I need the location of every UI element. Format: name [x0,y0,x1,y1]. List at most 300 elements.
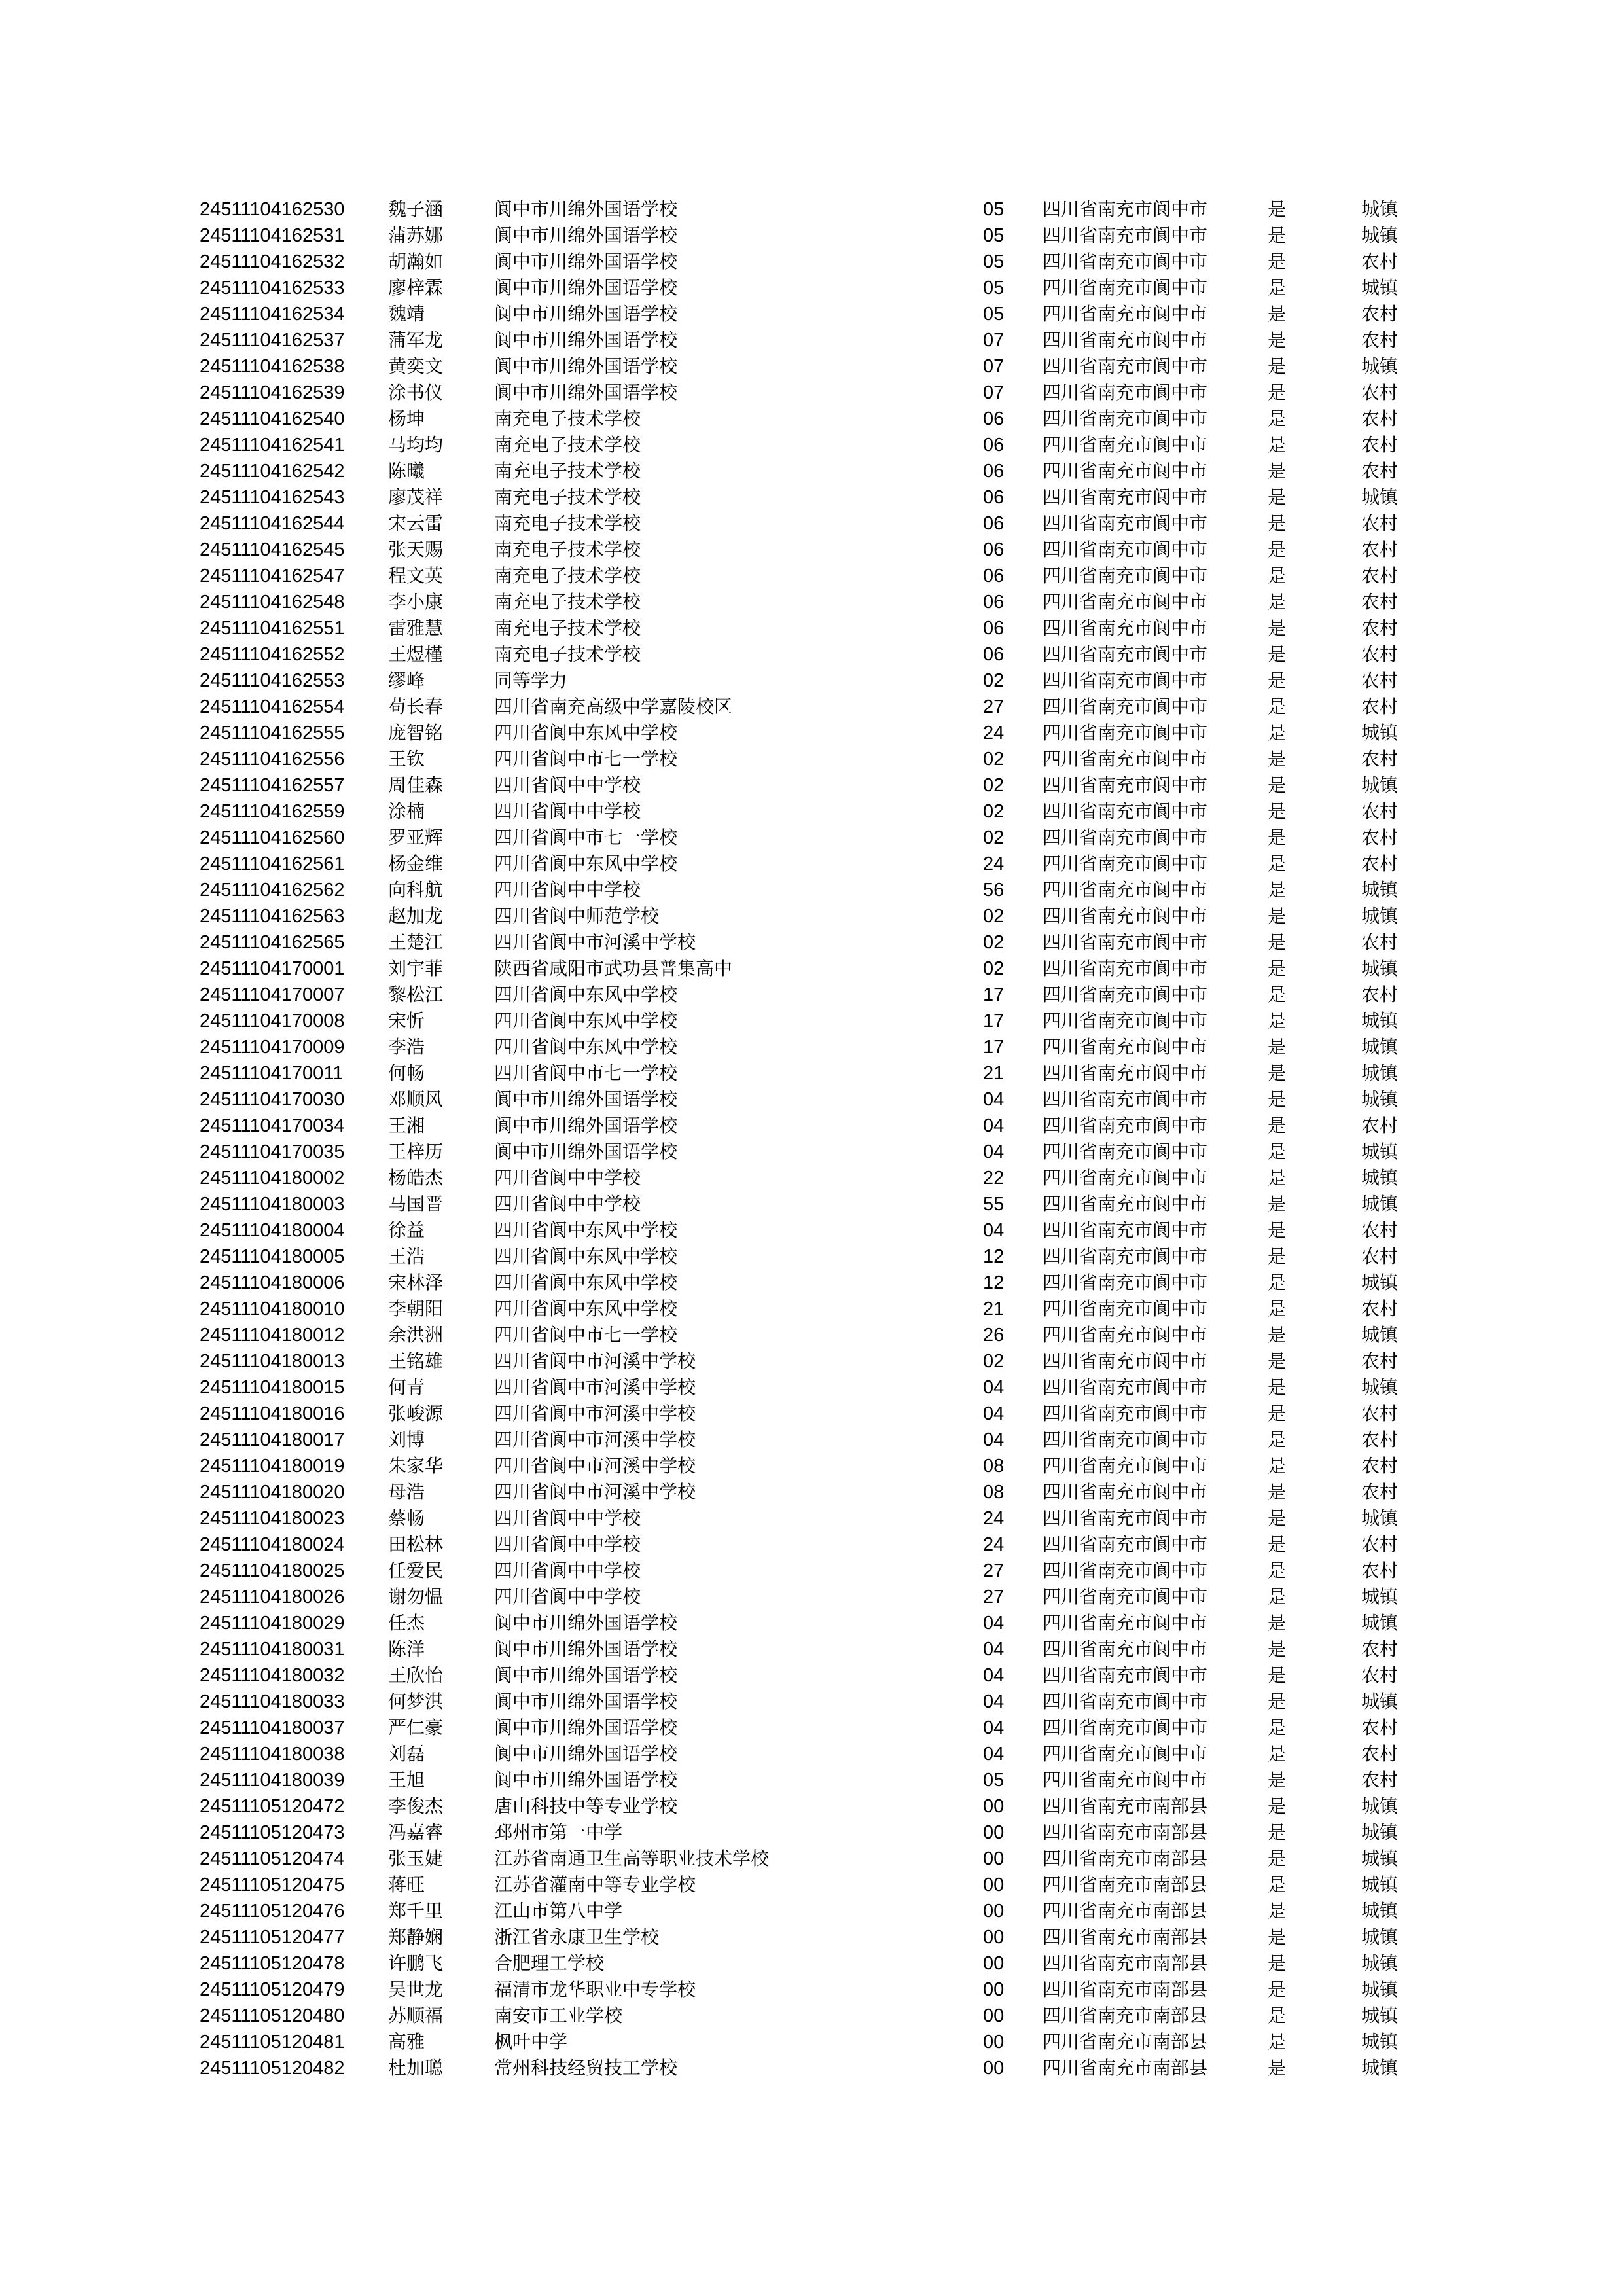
category-code-cell: 24 [983,723,1005,744]
table-row [0,1689,1623,1715]
school-cell: 唐山科技中等专业学校 [494,1795,678,1817]
household-type-cell: 农村 [1361,853,1399,874]
table-row [0,746,1623,772]
household-type-cell: 农村 [1361,617,1399,639]
region-cell: 四川省南充市阆中市 [1043,1010,1208,1031]
exam-number-cell: 24511104180012 [200,1325,345,1346]
flag-cell: 是 [1268,1088,1287,1110]
exam-number-cell: 24511104180017 [200,1429,345,1450]
exam-number-cell: 24511104162544 [200,513,345,534]
category-code-cell: 00 [983,1979,1005,2000]
flag-cell: 是 [1268,774,1287,796]
household-type-cell: 农村 [1361,748,1399,770]
household-type-cell: 农村 [1361,696,1399,717]
student-name-cell: 王铭雄 [388,1350,444,1372]
flag-cell: 是 [1268,984,1287,1005]
region-cell: 四川省南充市阆中市 [1043,643,1208,665]
student-name-cell: 杨坤 [388,408,425,429]
student-name-cell: 田松林 [388,1534,444,1555]
school-cell: 枫叶中学 [494,2031,568,2053]
table-row [0,1793,1623,1820]
table-row [0,301,1623,327]
table-row [0,223,1623,249]
region-cell: 四川省南充市阆中市 [1043,879,1208,901]
exam-number-cell: 24511105120476 [200,1901,345,1922]
category-code-cell: 02 [983,775,1005,796]
exam-number-cell: 24511104170008 [200,1011,345,1031]
student-name-cell: 张峻源 [388,1403,444,1424]
region-cell: 四川省南充市阆中市 [1043,512,1208,534]
exam-number-cell: 24511104162555 [200,723,345,744]
region-cell: 四川省南充市阆中市 [1043,1141,1208,1162]
region-cell: 四川省南充市阆中市 [1043,329,1208,351]
student-name-cell: 朱家华 [388,1455,444,1477]
category-code-cell: 07 [983,330,1005,351]
household-type-cell: 农村 [1361,591,1399,613]
student-name-cell: 王楚江 [388,931,444,953]
student-name-cell: 程文英 [388,565,444,586]
flag-cell: 是 [1268,303,1287,325]
table-row [0,432,1623,458]
category-code-cell: 17 [983,1037,1005,1058]
exam-number-cell: 24511104162533 [200,278,345,298]
category-code-cell: 06 [983,592,1005,613]
region-cell: 四川省南充市阆中市 [1043,1691,1208,1712]
household-type-cell: 城镇 [1361,1979,1399,2000]
region-cell: 四川省南充市阆中市 [1043,1062,1208,1084]
region-cell: 四川省南充市南部县 [1043,1900,1208,1922]
school-cell: 四川省阆中中学校 [494,1534,641,1555]
flag-cell: 是 [1268,1586,1287,1607]
household-type-cell: 农村 [1361,1115,1399,1136]
school-cell: 阆中市川绵外国语学校 [494,224,678,246]
table-row [0,1505,1623,1532]
exam-number-cell: 24511104180024 [200,1534,345,1555]
exam-number-cell: 24511104162556 [200,749,345,770]
student-name-cell: 李小康 [388,591,444,613]
student-name-cell: 涂楠 [388,800,425,822]
exam-number-cell: 24511105120473 [200,1822,345,1843]
exam-number-cell: 24511104162565 [200,932,345,953]
school-cell: 四川省阆中市河溪中学校 [494,1376,696,1398]
student-name-cell: 王欣怡 [388,1664,444,1686]
household-type-cell: 城镇 [1361,277,1399,298]
table-row [0,903,1623,929]
flag-cell: 是 [1268,1691,1287,1712]
region-cell: 四川省南充市南部县 [1043,2057,1208,2079]
region-cell: 四川省南充市阆中市 [1043,1350,1208,1372]
student-name-cell: 任爱民 [388,1560,444,1581]
region-cell: 四川省南充市阆中市 [1043,1246,1208,1267]
exam-number-cell: 24511104162531 [200,225,345,246]
student-name-cell: 严仁豪 [388,1717,444,1738]
region-cell: 四川省南充市阆中市 [1043,224,1208,246]
school-cell: 阆中市川绵外国语学校 [494,1141,678,1162]
student-name-cell: 任杰 [388,1612,425,1634]
student-name-cell: 苏顺福 [388,2005,444,2026]
region-cell: 四川省南充市阆中市 [1043,1534,1208,1555]
household-type-cell: 农村 [1361,1481,1399,1503]
exam-number-cell: 24511104162548 [200,592,345,613]
flag-cell: 是 [1268,1062,1287,1084]
category-code-cell: 27 [983,696,1005,717]
school-cell: 四川省阆中师范学校 [494,905,660,927]
flag-cell: 是 [1268,591,1287,613]
region-cell: 四川省南充市阆中市 [1043,434,1208,456]
school-cell: 江苏省灌南中等专业学校 [494,1874,696,1895]
exam-number-cell: 24511104180010 [200,1299,345,1319]
household-type-cell: 城镇 [1361,2005,1399,2026]
table-row [0,1270,1623,1296]
exam-number-cell: 24511104180032 [200,1665,345,1686]
region-cell: 四川省南充市阆中市 [1043,827,1208,848]
exam-number-cell: 24511104162554 [200,696,345,717]
school-cell: 江山市第八中学 [494,1900,623,1922]
region-cell: 四川省南充市阆中市 [1043,1743,1208,1765]
household-type-cell: 城镇 [1361,774,1399,796]
school-cell: 同等学力 [494,670,568,691]
flag-cell: 是 [1268,1874,1287,1895]
category-code-cell: 24 [983,1508,1005,1529]
category-code-cell: 02 [983,827,1005,848]
household-type-cell: 城镇 [1361,355,1399,377]
region-cell: 四川省南充市阆中市 [1043,1429,1208,1450]
student-name-cell: 许鹏飞 [388,1952,444,1974]
household-type-cell: 城镇 [1361,1507,1399,1529]
category-code-cell: 04 [983,1377,1005,1398]
school-cell: 阆中市川绵外国语学校 [494,277,678,298]
region-cell: 四川省南充市南部县 [1043,1979,1208,2000]
category-code-cell: 24 [983,853,1005,874]
region-cell: 四川省南充市阆中市 [1043,1455,1208,1477]
exam-number-cell: 24511104170009 [200,1037,345,1058]
table-row [0,563,1623,589]
school-cell: 四川省阆中中学校 [494,1507,641,1529]
flag-cell: 是 [1268,1612,1287,1634]
exam-number-cell: 24511104170034 [200,1115,345,1136]
table-row [0,1532,1623,1558]
exam-number-cell: 24511105120482 [200,2058,345,2079]
school-cell: 四川省阆中市七一学校 [494,1324,678,1346]
flag-cell: 是 [1268,1272,1287,1293]
category-code-cell: 02 [983,958,1005,979]
table-row [0,694,1623,720]
flag-cell: 是 [1268,1507,1287,1529]
table-row [0,877,1623,903]
school-cell: 阆中市川绵外国语学校 [494,1717,678,1738]
table-row [0,1872,1623,1898]
student-name-cell: 宋云雷 [388,512,444,534]
school-cell: 四川省阆中中学校 [494,1167,641,1189]
flag-cell: 是 [1268,1324,1287,1346]
flag-cell: 是 [1268,1429,1287,1450]
category-code-cell: 02 [983,906,1005,927]
exam-number-cell: 24511104180004 [200,1220,345,1241]
household-type-cell: 农村 [1361,1298,1399,1319]
exam-number-cell: 24511104162553 [200,670,345,691]
table-row [0,589,1623,615]
household-type-cell: 城镇 [1361,1952,1399,1974]
exam-number-cell: 24511104180006 [200,1272,345,1293]
household-type-cell: 城镇 [1361,1167,1399,1189]
school-cell: 四川省阆中市七一学校 [494,827,678,848]
category-code-cell: 00 [983,1901,1005,1922]
household-type-cell: 农村 [1361,1638,1399,1660]
category-code-cell: 02 [983,801,1005,822]
category-code-cell: 02 [983,932,1005,953]
exam-number-cell: 24511104180019 [200,1456,345,1477]
table-row [0,1191,1623,1217]
household-type-cell: 城镇 [1361,1324,1399,1346]
roster-table [0,196,1623,2081]
household-type-cell: 城镇 [1361,1036,1399,1058]
region-cell: 四川省南充市南部县 [1043,2031,1208,2053]
exam-number-cell: 24511104162562 [200,880,345,901]
flag-cell: 是 [1268,1979,1287,2000]
student-name-cell: 蔡畅 [388,1507,425,1529]
flag-cell: 是 [1268,460,1287,482]
exam-number-cell: 24511104162563 [200,906,345,927]
student-name-cell: 杨金维 [388,853,444,874]
school-cell: 南充电子技术学校 [494,539,641,560]
exam-number-cell: 24511104180039 [200,1770,345,1791]
household-type-cell: 农村 [1361,1350,1399,1372]
category-code-cell: 17 [983,1011,1005,1031]
school-cell: 四川省阆中市七一学校 [494,1062,678,1084]
student-name-cell: 陈洋 [388,1638,425,1660]
table-row [0,929,1623,956]
school-cell: 四川省阆中市河溪中学校 [494,931,696,953]
household-type-cell: 农村 [1361,1560,1399,1581]
school-cell: 合肥理工学校 [494,1952,605,1974]
table-row [0,2055,1623,2081]
household-type-cell: 城镇 [1361,879,1399,901]
table-row [0,1217,1623,1244]
exam-number-cell: 24511104180026 [200,1587,345,1607]
household-type-cell: 城镇 [1361,722,1399,744]
school-cell: 南充电子技术学校 [494,408,641,429]
school-cell: 南充电子技术学校 [494,486,641,508]
student-name-cell: 何畅 [388,1062,425,1084]
student-name-cell: 王浩 [388,1246,425,1267]
household-type-cell: 农村 [1361,984,1399,1005]
student-name-cell: 蒲军龙 [388,329,444,351]
school-cell: 四川省阆中中学校 [494,1586,641,1607]
flag-cell: 是 [1268,355,1287,377]
table-row [0,1846,1623,1872]
flag-cell: 是 [1268,1664,1287,1686]
category-code-cell: 27 [983,1587,1005,1607]
exam-number-cell: 24511105120480 [200,2005,345,2026]
flag-cell: 是 [1268,2005,1287,2026]
student-name-cell: 何青 [388,1376,425,1398]
household-type-cell: 城镇 [1361,224,1399,246]
region-cell: 四川省南充市阆中市 [1043,251,1208,272]
exam-number-cell: 24511104162551 [200,618,345,639]
household-type-cell: 农村 [1361,565,1399,586]
flag-cell: 是 [1268,1795,1287,1817]
household-type-cell: 城镇 [1361,1141,1399,1162]
region-cell: 四川省南充市阆中市 [1043,1769,1208,1791]
exam-number-cell: 24511105120472 [200,1796,345,1817]
student-name-cell: 郑静娴 [388,1926,444,1948]
category-code-cell: 05 [983,251,1005,272]
flag-cell: 是 [1268,1560,1287,1581]
category-code-cell: 12 [983,1246,1005,1267]
category-code-cell: 06 [983,461,1005,482]
flag-cell: 是 [1268,905,1287,927]
flag-cell: 是 [1268,722,1287,744]
household-type-cell: 城镇 [1361,1612,1399,1634]
category-code-cell: 22 [983,1168,1005,1189]
student-name-cell: 宋林泽 [388,1272,444,1293]
table-row [0,249,1623,275]
region-cell: 四川省南充市阆中市 [1043,1193,1208,1215]
household-type-cell: 城镇 [1361,1062,1399,1084]
category-code-cell: 12 [983,1272,1005,1293]
flag-cell: 是 [1268,434,1287,456]
household-type-cell: 城镇 [1361,905,1399,927]
category-code-cell: 07 [983,382,1005,403]
school-cell: 四川省阆中东风中学校 [494,1010,678,1031]
student-name-cell: 李朝阳 [388,1298,444,1319]
school-cell: 阆中市川绵外国语学校 [494,1691,678,1712]
school-cell: 阆中市川绵外国语学校 [494,1088,678,1110]
exam-number-cell: 24511104162545 [200,539,345,560]
table-row [0,1401,1623,1427]
school-cell: 四川省阆中市七一学校 [494,748,678,770]
school-cell: 四川省阆中中学校 [494,1560,641,1581]
student-name-cell: 魏靖 [388,303,425,325]
category-code-cell: 04 [983,1115,1005,1136]
region-cell: 四川省南充市阆中市 [1043,355,1208,377]
exam-number-cell: 24511104162557 [200,775,345,796]
table-row [0,1034,1623,1060]
region-cell: 四川省南充市阆中市 [1043,748,1208,770]
student-name-cell: 罗亚辉 [388,827,444,848]
table-row [0,1296,1623,1322]
flag-cell: 是 [1268,1141,1287,1162]
region-cell: 四川省南充市阆中市 [1043,591,1208,613]
category-code-cell: 08 [983,1456,1005,1477]
household-type-cell: 城镇 [1361,1586,1399,1607]
exam-number-cell: 24511104170001 [200,958,345,979]
student-name-cell: 吴世龙 [388,1979,444,2000]
flag-cell: 是 [1268,1821,1287,1843]
table-row [0,1427,1623,1453]
category-code-cell: 04 [983,1141,1005,1162]
student-name-cell: 黎松江 [388,984,444,1005]
school-cell: 四川省阆中东风中学校 [494,1219,678,1241]
student-name-cell: 黄奕文 [388,355,444,377]
table-row [0,458,1623,484]
school-cell: 四川省阆中东风中学校 [494,984,678,1005]
table-row [0,668,1623,694]
school-cell: 南充电子技术学校 [494,460,641,482]
category-code-cell: 06 [983,435,1005,456]
student-name-cell: 母浩 [388,1481,425,1503]
school-cell: 四川省阆中东风中学校 [494,722,678,744]
flag-cell: 是 [1268,2057,1287,2079]
exam-number-cell: 24511104162538 [200,356,345,377]
flag-cell: 是 [1268,958,1287,979]
student-name-cell: 廖梓霖 [388,277,444,298]
region-cell: 四川省南充市阆中市 [1043,539,1208,560]
table-row [0,511,1623,537]
table-row [0,1322,1623,1348]
category-code-cell: 02 [983,749,1005,770]
flag-cell: 是 [1268,329,1287,351]
flag-cell: 是 [1268,1350,1287,1372]
school-cell: 四川省阆中市河溪中学校 [494,1455,696,1477]
exam-number-cell: 24511104180020 [200,1482,345,1503]
household-type-cell: 城镇 [1361,2057,1399,2079]
household-type-cell: 农村 [1361,1769,1399,1791]
flag-cell: 是 [1268,198,1287,220]
region-cell: 四川省南充市南部县 [1043,1821,1208,1843]
household-type-cell: 农村 [1361,1455,1399,1477]
category-code-cell: 04 [983,1403,1005,1424]
table-row [0,1898,1623,1924]
school-cell: 南充电子技术学校 [494,591,641,613]
flag-cell: 是 [1268,1376,1287,1398]
exam-number-cell: 24511104180025 [200,1560,345,1581]
flag-cell: 是 [1268,696,1287,717]
household-type-cell: 城镇 [1361,1088,1399,1110]
flag-cell: 是 [1268,1115,1287,1136]
exam-number-cell: 24511104170011 [200,1063,344,1084]
student-name-cell: 李浩 [388,1036,425,1058]
school-cell: 阆中市川绵外国语学校 [494,1769,678,1791]
exam-number-cell: 24511104162547 [200,565,345,586]
school-cell: 南充电子技术学校 [494,434,641,456]
school-cell: 四川省阆中中学校 [494,774,641,796]
household-type-cell: 农村 [1361,382,1399,403]
region-cell: 四川省南充市南部县 [1043,1926,1208,1948]
school-cell: 南安市工业学校 [494,2005,623,2026]
table-row [0,2029,1623,2055]
category-code-cell: 05 [983,278,1005,298]
table-row [0,615,1623,641]
flag-cell: 是 [1268,2031,1287,2053]
category-code-cell: 04 [983,1220,1005,1241]
student-name-cell: 余洪洲 [388,1324,444,1346]
region-cell: 四川省南充市阆中市 [1043,1115,1208,1136]
exam-number-cell: 24511104170007 [200,984,345,1005]
exam-number-cell: 24511104180016 [200,1403,345,1424]
table-row [0,982,1623,1008]
student-name-cell: 王旭 [388,1769,425,1791]
exam-number-cell: 24511105120477 [200,1927,345,1948]
student-name-cell: 魏子涵 [388,198,444,220]
region-cell: 四川省南充市阆中市 [1043,1219,1208,1241]
table-row [0,1165,1623,1191]
flag-cell: 是 [1268,1900,1287,1922]
exam-number-cell: 24511104180033 [200,1691,345,1712]
flag-cell: 是 [1268,1769,1287,1791]
region-cell: 四川省南充市阆中市 [1043,984,1208,1005]
flag-cell: 是 [1268,1167,1287,1189]
table-row [0,196,1623,223]
student-name-cell: 蒲苏娜 [388,224,444,246]
exam-number-cell: 24511104162559 [200,801,345,822]
school-cell: 阆中市川绵外国语学校 [494,1612,678,1634]
household-type-cell: 农村 [1361,1534,1399,1555]
region-cell: 四川省南充市阆中市 [1043,460,1208,482]
flag-cell: 是 [1268,539,1287,560]
household-type-cell: 农村 [1361,1664,1399,1686]
flag-cell: 是 [1268,853,1287,874]
